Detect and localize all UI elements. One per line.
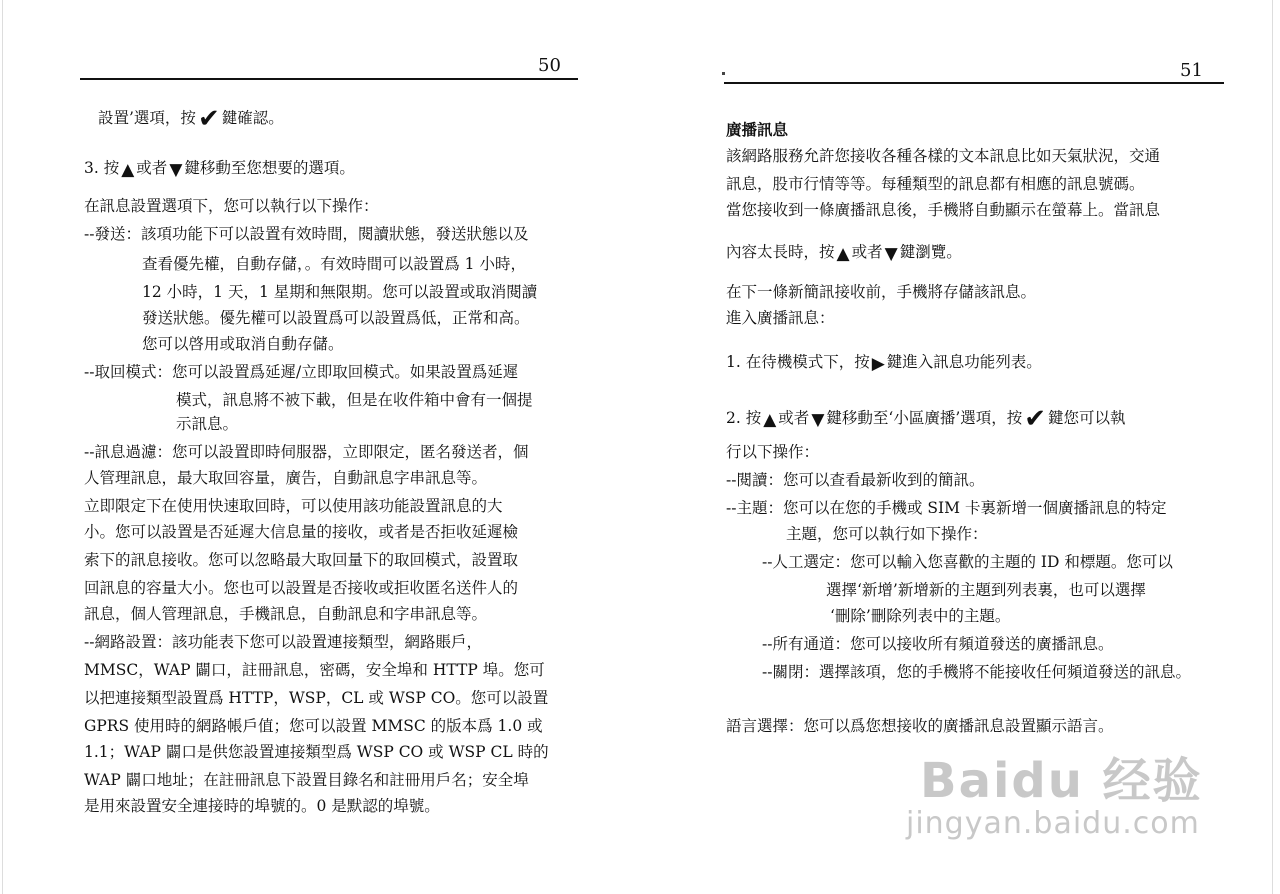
right-key-icon: ▶ [871, 354, 885, 374]
up-key-icon: ▲ [836, 244, 850, 264]
text-line: 小。您可以設置是否延遲大信息量的接收，或者是否拒收延遲檢 [84, 523, 519, 541]
text-line: 1. 在待機模式下，按 ▶ 鍵進入訊息功能列表。 [726, 353, 1042, 374]
page-number: 50 [538, 55, 561, 76]
text-line: --閱讀：您可以查看最新收到的簡訊。 [726, 471, 985, 489]
text-line: 選擇‘新增’新增新的主題到列表裏，也可以選擇 [826, 581, 1146, 599]
text-line: 訊息，股市行情等等。每種類型的訊息都有相應的訊息號碼。 [726, 175, 1145, 193]
text-line: 行以下操作： [726, 443, 820, 461]
header-rule [80, 78, 578, 80]
ok-key-icon: ✔ [197, 104, 220, 134]
page-number: 51 [1180, 60, 1203, 81]
text-line: 發送狀態。優先權可以設置爲可以設置爲低，正常和高。 [142, 309, 530, 327]
text-line: ‘刪除’刪除列表中的主題。 [830, 607, 1011, 625]
text-line: 該網路服務允許您接收各種各樣的文本訊息比如天氣狀況，交通 [726, 147, 1161, 165]
down-key-icon: ▼ [884, 244, 898, 264]
down-key-icon: ▼ [811, 410, 825, 430]
text-line: 索下的訊息接收。您可以忽略最大取回量下的取回模式，設置取 [84, 551, 519, 569]
text-line: 模式，訊息將不被下載，但是在收件箱中會有一個提 [176, 391, 533, 409]
down-key-icon: ▼ [169, 160, 183, 180]
text-line: 設置’選項，按✔ 鍵確認。 [98, 104, 284, 134]
text-line: 在下一條新簡訊接收前，手機將存儲該訊息。 [726, 283, 1037, 301]
text-line: --主題：您可以在您的手機或 SIM 卡裏新增一個廣播訊息的特定 [726, 499, 1167, 517]
text-line: --人工選定：您可以輸入您喜歡的主題的 ID 和標題。您可以 [762, 553, 1173, 571]
text-line: 示訊息。 [176, 415, 239, 433]
text-line: MMSC，WAP 闢口，註冊訊息，密碼，安全埠和 HTTP 埠。您可 [84, 661, 545, 679]
ok-key-icon: ✔ [1024, 404, 1047, 434]
text-line: 以把連接類型設置爲 HTTP，WSP，CL 或 WSP CO。您可以設置 [84, 689, 549, 707]
text-line: 您可以啓用或取消自動存儲。 [142, 335, 344, 353]
text-line: 人管理訊息，最大取回容量，廣告，自動訊息字串訊息等。 [84, 469, 488, 487]
text-line: --取回模式：您可以設置爲延遲/立即取回模式。如果設置爲延遲 [84, 363, 519, 381]
text-line: --所有通道：您可以接收所有頻道發送的廣播訊息。 [762, 635, 1114, 653]
text-line: --發送：該項功能下可以設置有效時間，閱讀狀態，發送狀態以及 [84, 225, 529, 243]
text-line: 當您接收到一條廣播訊息後，手機將自動顯示在螢幕上。當訊息 [726, 201, 1161, 219]
text-line: 是用來設置安全連接時的埠號的。0 是默認的埠號。 [84, 797, 440, 815]
text-line: 立即限定下在使用快速取回時，可以使用該功能設置訊息的大 [84, 497, 503, 515]
text-line: 3. 按 ▲ 或者 ▼ 鍵移動至您想要的選項。 [84, 159, 355, 180]
text-line: --網路設置：該功能表下您可以設置連接類型，網路賬戶， [84, 633, 482, 651]
text-line: 回訊息的容量大小。您也可以設置是否接收或拒收匿名送件人的 [84, 579, 519, 597]
text-line: 1.1；WAP 闢口是供您設置連接類型爲 WSP CO 或 WSP CL 時的 [84, 743, 549, 761]
text-line: 內容太長時，按 ▲ 或者 ▼ 鍵瀏覽。 [726, 243, 962, 264]
header-rule [724, 82, 1224, 84]
text-line: 進入廣播訊息： [726, 309, 835, 327]
text-line: 查看優先權，自動存儲，。有效時間可以設置爲 1 小時， [142, 255, 526, 273]
text-line: WAP 闢口地址；在註冊訊息下設置目錄名和註冊用戶名；安全埠 [84, 771, 529, 789]
section-heading: 廣播訊息 [726, 120, 789, 139]
text-line: --訊息過濾：您可以設置即時伺服器，立即限定，匿名發送者，個 [84, 443, 529, 461]
up-key-icon: ▲ [763, 410, 777, 430]
text-line: 訊息，個人管理訊息，手機訊息，自動訊息和字串訊息等。 [84, 605, 488, 623]
up-key-icon: ▲ [121, 160, 135, 180]
baidu-watermark-url: jingyan.baidu.com [906, 806, 1200, 841]
baidu-watermark-logo: Baidu 经验 [920, 753, 1203, 809]
text-line: 語言選擇：您可以爲您想接收的廣播訊息設置顯示語言。 [726, 717, 1114, 735]
text-line: GPRS 使用時的網路帳戶值；您可以設置 MMSC 的版本爲 1.0 或 [84, 717, 543, 735]
scan-speck [722, 72, 725, 75]
text-line: 2. 按 ▲ 或者 ▼ 鍵移動至‘小區廣播’選項，按✔ 鍵您可以執 [726, 404, 1126, 434]
text-line: 在訊息設置選項下，您可以執行以下操作： [84, 197, 379, 215]
text-line: 主題，您可以執行如下操作： [786, 525, 988, 543]
text-line: --關閉：選擇該項，您的手機將不能接收任何頻道發送的訊息。 [762, 663, 1191, 681]
text-line: 12 小時，1 天，1 星期和無限期。您可以設置或取消閱讀 [142, 283, 538, 301]
